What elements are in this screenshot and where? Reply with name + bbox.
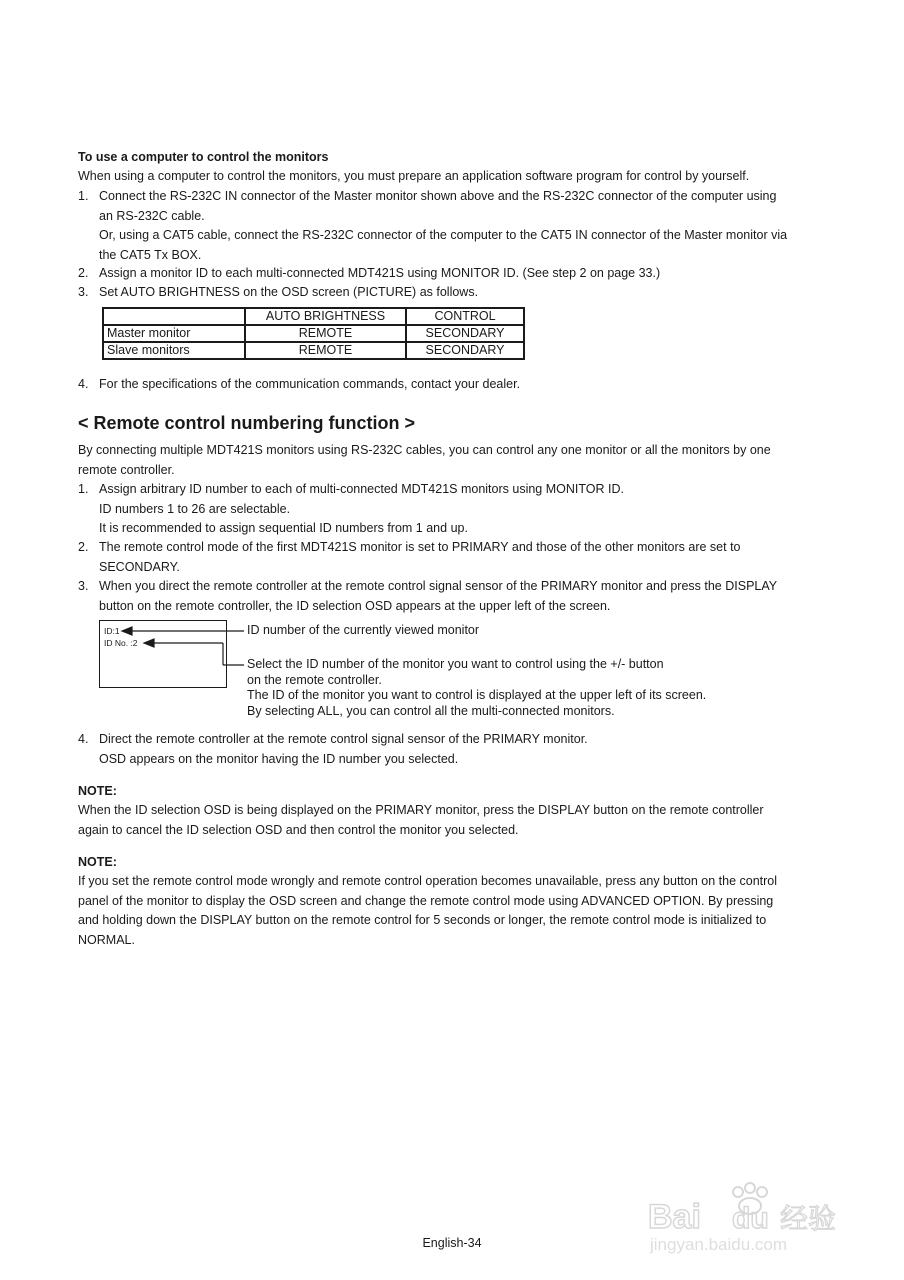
section-title-computer-control: To use a computer to control the monitors: [78, 150, 329, 164]
note-line: panel of the monitor to display the OSD screen and change the remote control mode using ADVANCED OPTION. By pressing: [78, 893, 774, 908]
list-text: Connect the RS-232C IN connector of the Master monitor shown above and the RS-232C connector of the computer using: [99, 189, 777, 203]
list-text: SECONDARY.: [99, 559, 180, 574]
table-cell: SECONDARY: [406, 342, 524, 359]
list-number: 3.: [78, 285, 89, 299]
list-number: 2.: [78, 540, 89, 554]
arrow-left-icon: [144, 639, 154, 647]
list-text: Direct the remote controller at the remote control signal sensor of the PRIMARY monitor.: [99, 732, 588, 746]
list-number: 4.: [78, 732, 89, 746]
list-text: The remote control mode of the first MDT421S monitor is set to PRIMARY and those of the other monitors are set to: [99, 540, 741, 554]
list-number: 3.: [78, 579, 89, 593]
table-header-cell: CONTROL: [406, 308, 524, 325]
list-text: Set AUTO BRIGHTNESS on the OSD screen (PICTURE) as follows.: [99, 285, 479, 299]
list-text: Assign a monitor ID to each multi-connected MDT421S using MONITOR ID. (See step 2 on page 33.): [99, 266, 661, 280]
list-number: 4.: [78, 377, 89, 391]
list-text: Assign arbitrary ID number to each of multi-connected MDT421S monitors using MONITOR ID.: [99, 482, 624, 496]
note-line: If you set the remote control mode wrongly and remote control operation becomes unavailable, press any button on the control: [78, 874, 778, 888]
table-header-cell: [103, 308, 245, 325]
osd-current-id: ID:1: [104, 626, 120, 636]
note-label: NOTE:: [78, 855, 117, 869]
list-text: When you direct the remote controller at the remote control signal sensor of the PRIMARY monitor and press the DISPLAY: [99, 579, 778, 593]
callout-select-id: [247, 657, 706, 719]
svg-text:Bai: Bai: [648, 1198, 701, 1236]
section-intro: [78, 441, 771, 480]
note-line: and holding down the DISPLAY button on the remote control for 5 seconds or longer, the remote control mode is initialized to: [78, 913, 767, 927]
list-text: ID numbers 1 to 26 are selectable.: [99, 501, 291, 516]
table-row: [103, 342, 524, 359]
callout-text: Select the ID number of the monitor you want to control using the +/- button: [247, 657, 664, 671]
note-line: again to cancel the ID selection OSD and then control the monitor you selected.: [78, 822, 519, 837]
note-text: [78, 872, 777, 950]
callout-text: on the remote controller.: [247, 672, 382, 687]
list-text: It is recommended to assign sequential ID numbers from 1 and up.: [99, 521, 468, 535]
intro-line: remote controller.: [78, 462, 175, 477]
table-row: [103, 325, 524, 342]
section-intro: When using a computer to control the monitors, you must prepare an application software program for control by yourself.: [78, 169, 750, 183]
callout-text: The ID of the monitor you want to control is displayed at the upper left of its screen.: [247, 688, 707, 702]
table-cell: SECONDARY: [406, 325, 524, 342]
svg-text:经验: 经验: [780, 1202, 837, 1235]
svg-text:jingyan.baidu.com: jingyan.baidu.com: [650, 1235, 788, 1254]
note-line: NORMAL.: [78, 932, 135, 947]
list-text: the CAT5 Tx BOX.: [99, 247, 202, 262]
note-label: NOTE:: [78, 784, 117, 798]
page-footer: English-34: [422, 1236, 482, 1250]
list-text: button on the remote controller, the ID selection OSD appears at the upper left of the screen.: [99, 598, 611, 613]
list-number: 1.: [78, 482, 89, 496]
section-heading-remote-numbering: < Remote control numbering function >: [78, 413, 416, 433]
list-number: 2.: [78, 266, 89, 280]
table-cell: REMOTE: [245, 325, 406, 342]
settings-table: [102, 307, 525, 360]
callout-current-id: ID number of the currently viewed monitor: [247, 623, 480, 637]
list-text: an RS-232C cable.: [99, 208, 205, 223]
list-text: OSD appears on the monitor having the ID number you selected.: [99, 751, 459, 766]
arrow-left-icon: [122, 627, 132, 635]
intro-line: By connecting multiple MDT421S monitors using RS-232C cables, you can control any one monitor or all the monitors by one: [78, 443, 771, 457]
list-text: For the specifications of the communication commands, contact your dealer.: [99, 377, 521, 391]
note-text: [78, 801, 764, 840]
table-header-row: [103, 308, 524, 325]
paw-icon: [733, 1187, 743, 1197]
table-cell: Slave monitors: [103, 342, 245, 359]
svg-text:du: du: [732, 1202, 769, 1235]
table-cell: Master monitor: [103, 325, 245, 342]
osd-select-id: ID No. :2: [104, 638, 138, 648]
table-cell: REMOTE: [245, 342, 406, 359]
list-number: 1.: [78, 189, 89, 203]
callout-text: By selecting ALL, you can control all the multi-connected monitors.: [247, 703, 615, 718]
note-line: When the ID selection OSD is being displayed on the PRIMARY monitor, press the DISPLAY button on the remote controller: [78, 803, 764, 817]
list-text: Or, using a CAT5 cable, connect the RS-232C connector of the computer to the CAT5 IN connector of the Master monitor via: [99, 228, 788, 242]
table-header-cell: AUTO BRIGHTNESS: [245, 308, 406, 325]
